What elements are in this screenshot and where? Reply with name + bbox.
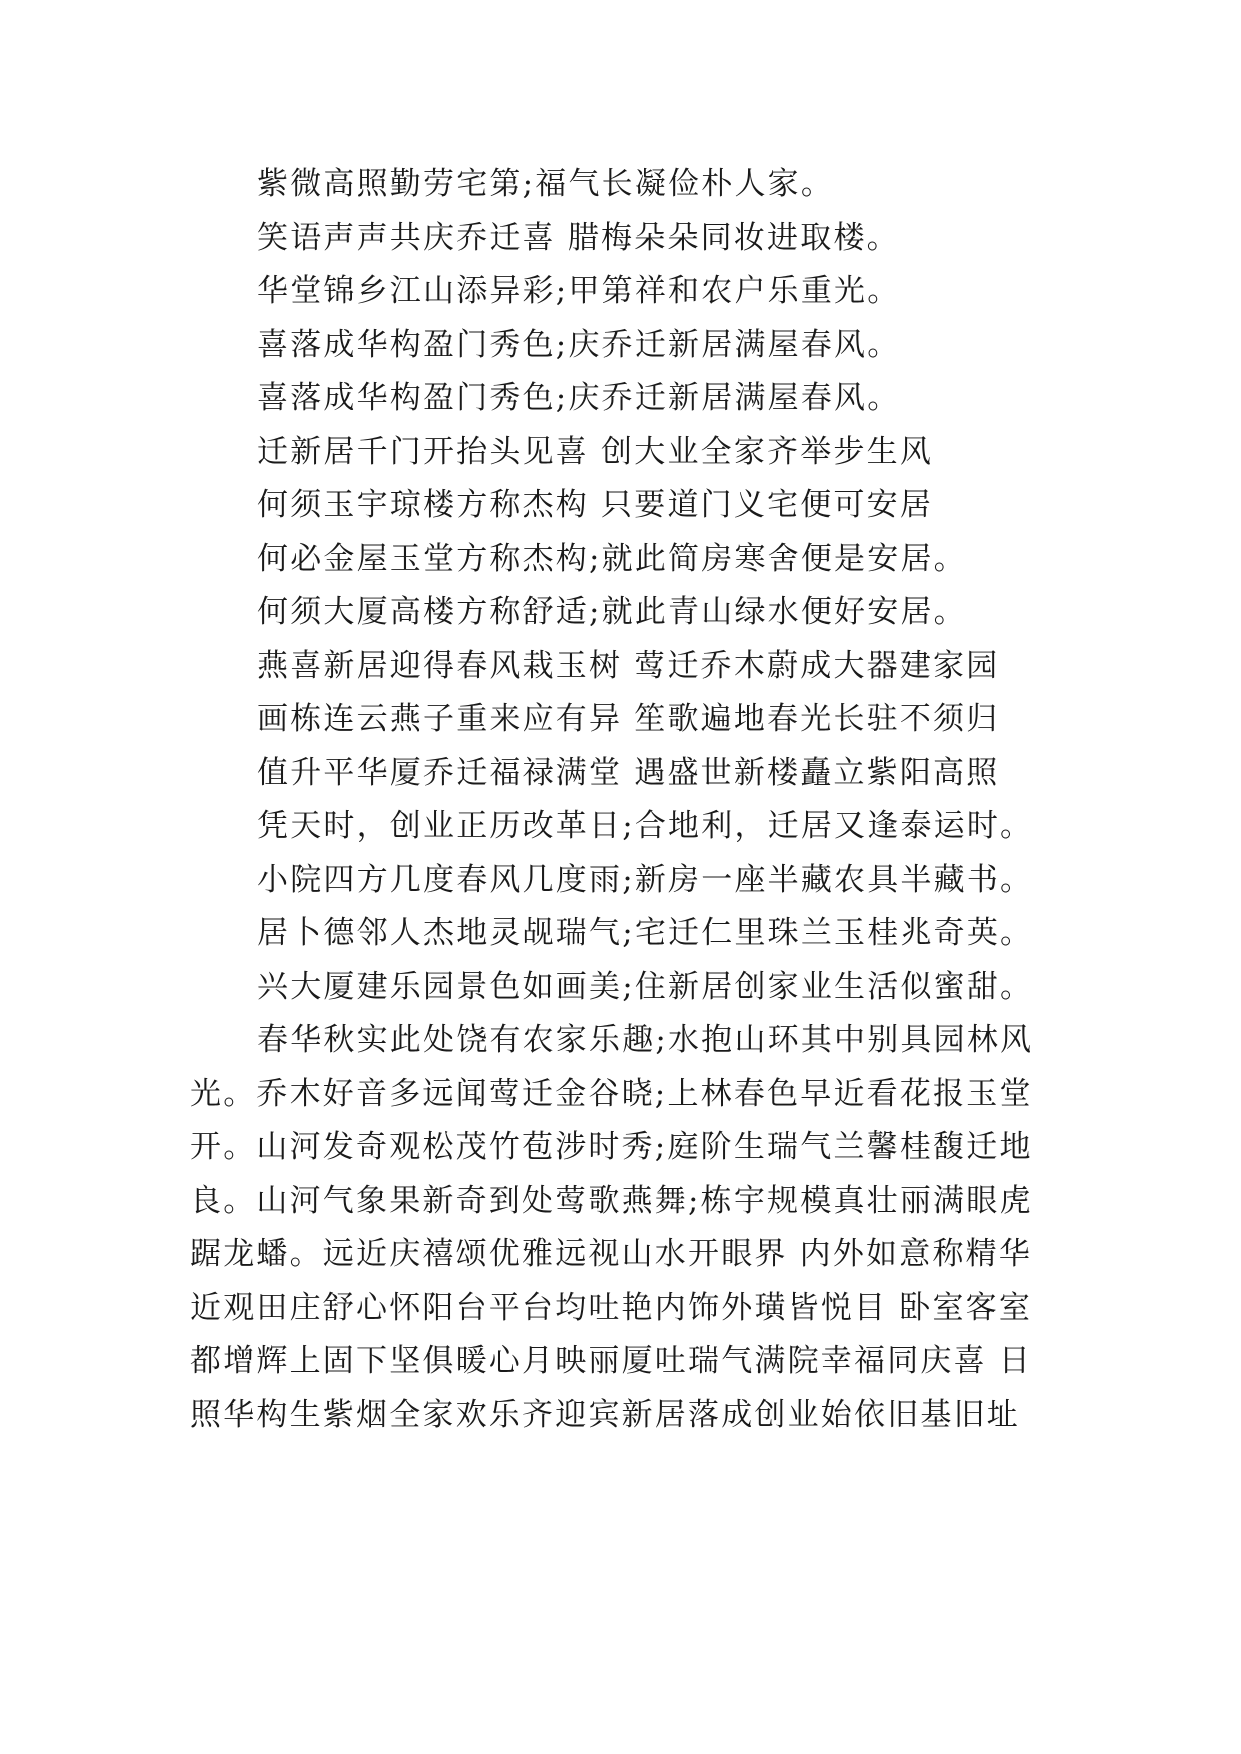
couplet-line: 兴大厦建乐园景色如画美;住新居创家业生活似蜜甜。 <box>257 968 1034 1005</box>
paragraph-line: 春华秋实此处饶有农家乐趣;水抱山环其中别具园林风 <box>257 1022 1034 1058</box>
couplet-line: 画栋连云燕子重来应有异 笙歌遍地春光长驻不须归 <box>257 701 1000 737</box>
couplet-line: 凭天时，创业正历改革日;合地利，迁居又逢泰运时。 <box>257 808 1034 844</box>
couplet-line: 何必金屋玉堂方称杰构;就此简房寒舍便是安居。 <box>257 540 967 577</box>
paragraph-line: 照华构生紫烟全家欢乐齐迎宾新居落成创业始依旧基旧址 <box>190 1396 1020 1433</box>
couplet-line: 华堂锦乡江山添异彩;甲第祥和农户乐重光。 <box>257 273 901 309</box>
paragraph-line: 近观田庄舒心怀阳台平台均吐艳内饰外璜皆悦目 卧室客室 <box>190 1289 1033 1326</box>
paragraph-line: 踞龙蟠。远近庆禧颂优雅远视山水开眼界 内外如意称精华 <box>190 1236 1033 1272</box>
couplet-line: 燕喜新居迎得春风栽玉树 莺迁乔木蔚成大器建家园 <box>257 647 1000 684</box>
couplet-line: 小院四方几度春风几度雨;新房一座半藏农具半藏书。 <box>257 861 1034 898</box>
couplet-line: 居卜德邻人杰地灵觇瑞气;宅迁仁里珠兰玉桂兆奇英。 <box>257 915 1034 951</box>
paragraph-line: 良。山河气象果新奇到处莺歌燕舞;栋宇规模真壮丽满眼虎 <box>190 1182 1033 1219</box>
couplet-line: 喜落成华构盈门秀色;庆乔迁新居满屋春风。 <box>257 380 901 416</box>
couplet-paragraph <box>190 1014 1060 1442</box>
couplet-line: 何须大厦高楼方称舒适;就此青山绿水便好安居。 <box>257 594 967 630</box>
document-body <box>190 158 1060 1442</box>
couplet-line: 迁新居千门开抬头见喜 创大业全家齐举步生风 <box>257 433 934 470</box>
couplet-line: 笑语声声共庆乔迁喜 腊梅朵朵同妆进取楼。 <box>257 219 900 256</box>
couplet-line: 紫微高照勤劳宅第;福气长凝俭朴人家。 <box>257 166 835 202</box>
paragraph-line: 都增辉上固下坚俱暖心月映丽厦吐瑞气满院幸福同庆喜 日 <box>190 1343 1033 1379</box>
paragraph-line: 光。乔木好音多远闻莺迁金谷晓;上林春色早近看花报玉堂 <box>190 1075 1033 1112</box>
couplet-line: 喜落成华构盈门秀色;庆乔迁新居满屋春风。 <box>257 326 901 363</box>
couplet-line: 何须玉宇琼楼方称杰构 只要道门义宅便可安居 <box>257 487 934 523</box>
paragraph-line: 开。山河发奇观松茂竹苞涉时秀;庭阶生瑞气兰馨桂馥迁地 <box>190 1129 1033 1165</box>
couplet-line: 值升平华厦乔迁福禄满堂 遇盛世新楼矗立紫阳高照 <box>257 754 1000 791</box>
